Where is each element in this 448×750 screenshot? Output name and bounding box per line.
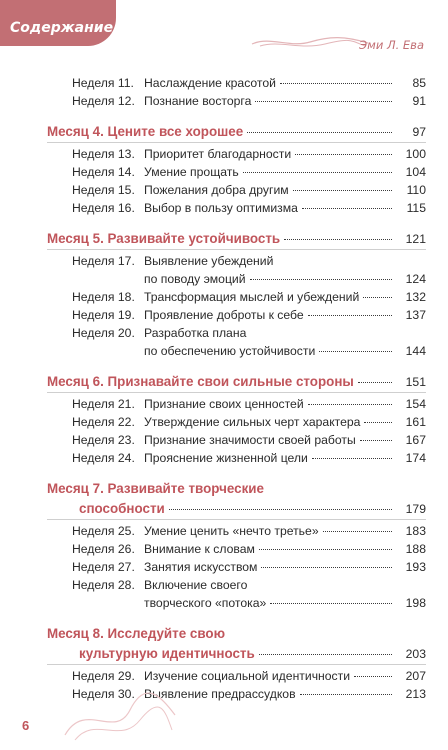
page-ref: 137 xyxy=(405,308,426,322)
toc-entry-month-8[interactable]: Месяц 8. Исследуйте свою xyxy=(47,626,226,641)
toc-entry-week-18[interactable]: Неделя 18. Трансформация мыслей и убеждений 132 xyxy=(0,288,448,306)
toc-entry-month-7[interactable]: Месяц 7. Развивайте творческие xyxy=(47,481,264,496)
divider xyxy=(47,392,426,393)
page-ref: 115 xyxy=(406,201,426,215)
toc-entry-week-28[interactable]: Неделя 28. Включение своего xyxy=(72,578,248,592)
page-ref: 144 xyxy=(405,344,426,358)
toc-entry-week-20-cont[interactable]: по обеспечению устойчивости 144 xyxy=(0,342,448,360)
toc-entry-week-14[interactable]: Неделя 14. Умение прощать 104 xyxy=(0,163,448,181)
section-title: Содержание xyxy=(10,20,114,36)
toc-entry-week-15[interactable]: Неделя 15. Пожелания добра другим 110 xyxy=(0,181,448,199)
page-ref: 100 xyxy=(405,147,426,161)
page-ref: 104 xyxy=(405,165,426,179)
page-ref: 167 xyxy=(405,433,426,447)
toc-entry-month-8-cont[interactable]: культурную идентичность 203 xyxy=(0,644,448,664)
toc-entry-week-17-cont[interactable]: по поводу эмоций 124 xyxy=(0,270,448,288)
page-ref: 151 xyxy=(405,375,426,389)
page-ref: 154 xyxy=(405,397,426,411)
decorative-swirl-icon xyxy=(60,690,180,745)
toc-entry-month-7-cont[interactable]: способности 179 xyxy=(0,499,448,519)
page-ref: 193 xyxy=(405,560,426,574)
toc-entry-week-23[interactable]: Неделя 23. Признание значимости своей работы 167 xyxy=(0,431,448,449)
toc-entry-month-6[interactable]: Месяц 6. Признавайте свои сильные стороны 151 xyxy=(0,372,448,392)
page-ref: 213 xyxy=(405,687,426,701)
toc-entry-week-13[interactable]: Неделя 13. Приоритет благодарности 100 xyxy=(0,145,448,163)
page-ref: 179 xyxy=(405,502,426,516)
page-ref: 198 xyxy=(405,596,426,610)
page-ref: 85 xyxy=(412,76,426,90)
page-ref: 132 xyxy=(405,290,426,304)
page-ref: 91 xyxy=(412,94,426,108)
page-ref: 110 xyxy=(406,183,426,197)
page-ref: 203 xyxy=(405,647,426,661)
author-name: Эми Л. Ева xyxy=(359,38,424,52)
page-ref: 188 xyxy=(405,542,426,556)
toc-entry-week-20[interactable]: Неделя 20. Разработка плана xyxy=(72,326,247,340)
toc-entry-month-4[interactable]: Месяц 4. Цените все хорошее 97 xyxy=(0,122,448,142)
page-ref: 183 xyxy=(405,524,426,538)
toc-entry-week-27[interactable]: Неделя 27. Занятия искусством 193 xyxy=(0,558,448,576)
toc-entry-month-5[interactable]: Месяц 5. Развивайте устойчивость 121 xyxy=(0,229,448,249)
page-ref: 161 xyxy=(405,415,426,429)
decorative-swirl-icon xyxy=(250,34,370,50)
page-ref: 121 xyxy=(405,232,426,246)
toc-entry-week-30[interactable]: Неделя 30. Выявление предрассудков 213 xyxy=(0,685,448,703)
page-number: 6 xyxy=(22,718,30,733)
divider xyxy=(47,249,426,250)
toc-entry-week-29[interactable]: Неделя 29. Изучение социальной идентичности 207 xyxy=(0,667,448,685)
page-ref: 207 xyxy=(405,669,426,683)
page-ref: 97 xyxy=(412,125,426,139)
divider xyxy=(47,142,426,143)
toc-entry-week-19[interactable]: Неделя 19. Проявление доброты к себе 137 xyxy=(0,306,448,324)
toc-entry-week-11[interactable]: Неделя 11. Наслаждение красотой 85 xyxy=(0,74,448,92)
toc-entry-week-21[interactable]: Неделя 21. Признание своих ценностей 154 xyxy=(0,395,448,413)
page-ref: 174 xyxy=(405,451,426,465)
section-tab xyxy=(0,0,116,46)
page-ref: 124 xyxy=(405,272,426,286)
divider xyxy=(47,519,426,520)
table-of-contents xyxy=(0,74,448,703)
toc-entry-week-25[interactable]: Неделя 25. Умение ценить «нечто третье» 183 xyxy=(0,522,448,540)
toc-entry-week-24[interactable]: Неделя 24. Прояснение жизненной цели 174 xyxy=(0,449,448,467)
toc-entry-week-12[interactable]: Неделя 12. Познание восторга 91 xyxy=(0,92,448,110)
toc-entry-week-17[interactable]: Неделя 17. Выявление убеждений xyxy=(72,254,274,268)
toc-entry-week-16[interactable]: Неделя 16. Выбор в пользу оптимизма 115 xyxy=(0,199,448,217)
toc-entry-week-28-cont[interactable]: творческого «потока» 198 xyxy=(0,594,448,612)
toc-entry-week-26[interactable]: Неделя 26. Внимание к словам 188 xyxy=(0,540,448,558)
toc-entry-week-22[interactable]: Неделя 22. Утверждение сильных черт характера 161 xyxy=(0,413,448,431)
divider xyxy=(47,664,426,665)
